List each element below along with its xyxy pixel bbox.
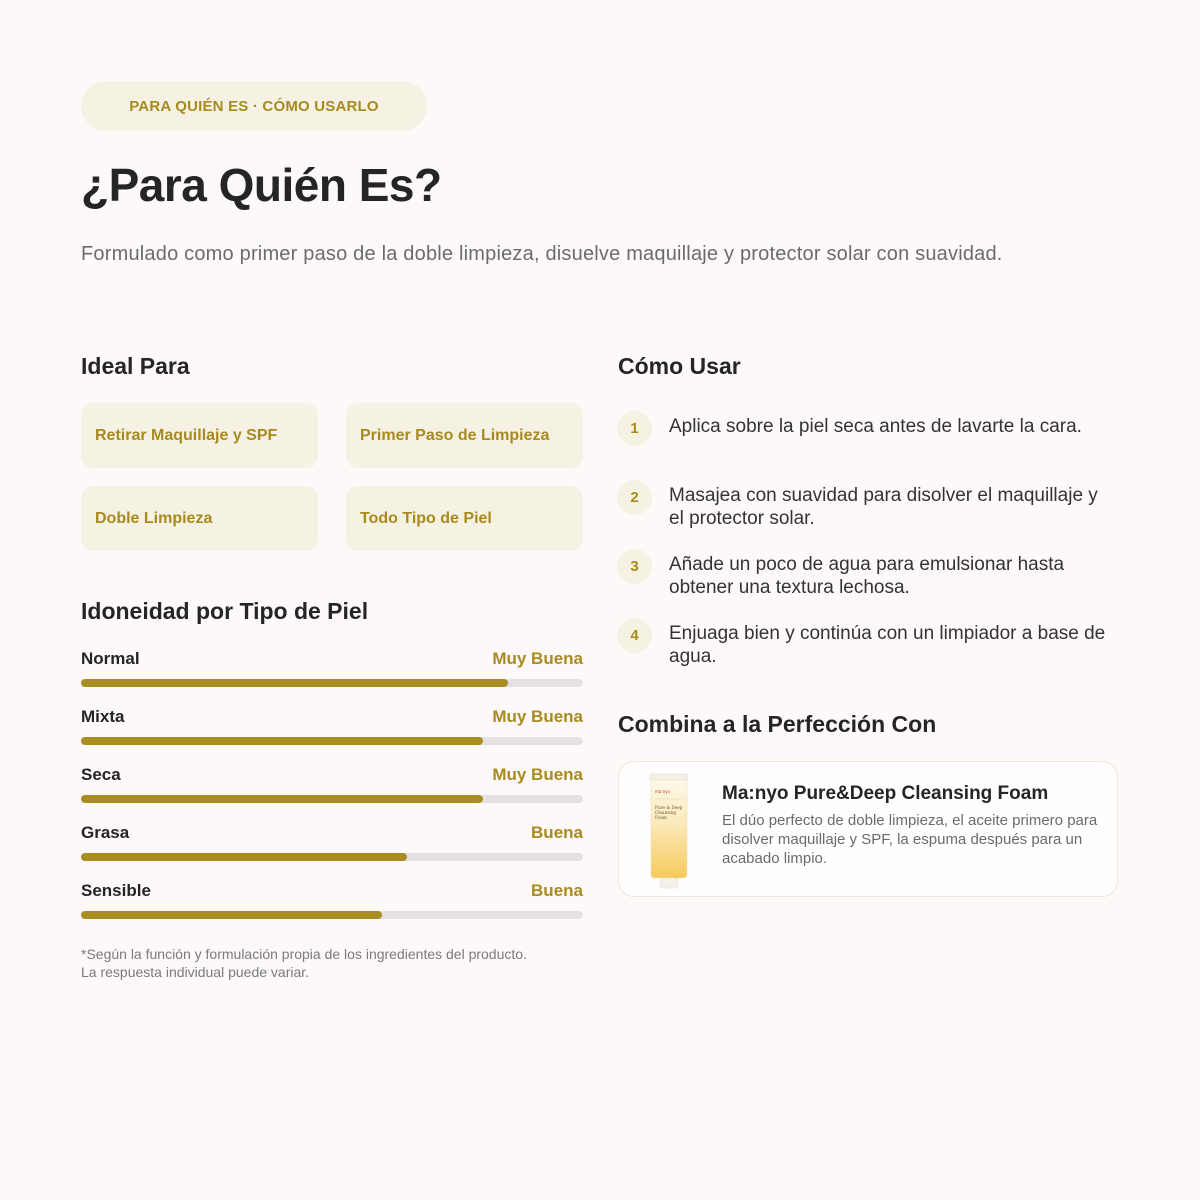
pairing-heading: Combina a la Perfección Con: [618, 711, 937, 737]
footnote-line: *Según la función y formulación propia de los ingredientes del producto.: [81, 946, 527, 962]
suitability-bar: [81, 911, 583, 919]
step-text: Aplica sobre la piel seca antes de lavarte la cara.: [669, 416, 1082, 437]
tube-label-text: Foam: [655, 815, 667, 820]
skin-rating-label: Buena: [531, 881, 583, 900]
suitability-bar-fill: [81, 911, 382, 919]
step-text: Añade un poco de agua para emulsionar hasta obtener una textura lechosa.: [669, 554, 1065, 598]
page-subtitle: Formulado como primer paso de la doble limpieza, disuelve maquillaje y protector solar con suavidad.: [81, 243, 1003, 265]
suitability-row: [81, 765, 583, 823]
suitability-heading: Idoneidad por Tipo de Piel: [81, 598, 369, 624]
tube-label-text: Pure & Deep: [655, 805, 683, 810]
page-title: ¿Para Quién Es?: [81, 159, 442, 211]
skin-type-label: Sensible: [81, 881, 151, 900]
suitability-row: [81, 881, 583, 939]
step-text: Masajea con suavidad para disolver el maquillaje y el protector solar.: [669, 485, 1098, 529]
suitability-bar: [81, 795, 583, 803]
suitability-bar-fill: [81, 853, 407, 861]
pairing-product-name[interactable]: Ma:nyo Pure&Deep Cleansing Foam: [722, 783, 1049, 804]
suitability-row: [81, 649, 583, 707]
ideal-card: Retirar Maquillaje y SPF: [81, 403, 318, 468]
suitability-row: [81, 707, 583, 765]
skin-rating-label: Muy Buena: [492, 765, 583, 784]
pairing-product-description: El dúo perfecto de doble limpieza, el aceite primero para disolver maquillaje y SPF, la espuma después para un acabado limpio.: [722, 812, 1098, 867]
product-tube-image: [649, 772, 689, 890]
skin-type-label: Mixta: [81, 707, 125, 726]
skin-rating-label: Buena: [531, 823, 583, 842]
step-number-badge: 1: [617, 411, 652, 446]
pairing-product-card[interactable]: [618, 761, 1118, 897]
step-number-badge: 3: [617, 549, 652, 584]
step-number-badge: 2: [617, 480, 652, 515]
tube-brand-text: ma:nyo: [655, 789, 671, 794]
ideal-grid: [81, 403, 583, 551]
step-number-badge: 4: [617, 618, 652, 653]
suitability-row: [81, 823, 583, 881]
ideal-card: Primer Paso de Limpieza: [346, 403, 583, 468]
how-to-heading: Cómo Usar: [618, 353, 741, 379]
skin-type-label: Grasa: [81, 823, 130, 842]
tube-label-text: Cleansing: [655, 810, 677, 815]
skin-rating-label: Muy Buena: [492, 707, 583, 726]
section-badge: PARA QUIÉN ES · CÓMO USARLO: [81, 81, 427, 131]
suitability-bar-fill: [81, 679, 508, 687]
step-text: Enjuaga bien y continúa con un limpiador a base de agua.: [669, 623, 1106, 667]
suitability-bar: [81, 679, 583, 687]
skin-type-label: Seca: [81, 765, 121, 784]
suitability-list: [81, 649, 583, 939]
footnote: [81, 945, 591, 981]
footnote-line: La respuesta individual puede variar.: [81, 964, 310, 980]
ideal-card: Todo Tipo de Piel: [346, 486, 583, 551]
suitability-bar-fill: [81, 795, 483, 803]
ideal-heading: Ideal Para: [81, 353, 190, 379]
skin-type-label: Normal: [81, 649, 140, 668]
suitability-bar: [81, 737, 583, 745]
skin-rating-label: Muy Buena: [492, 649, 583, 668]
suitability-bar-fill: [81, 737, 483, 745]
suitability-bar: [81, 853, 583, 861]
ideal-card: Doble Limpieza: [81, 486, 318, 551]
